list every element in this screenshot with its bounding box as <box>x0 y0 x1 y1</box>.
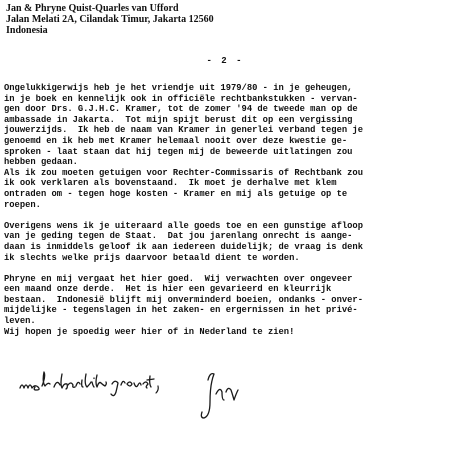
body-line: in je boek en kennelijk ook in officiële rechtbankstukken - vervan- <box>4 93 358 104</box>
signature-name-jan <box>201 374 238 418</box>
letter-body <box>4 83 448 337</box>
body-line: ik ook verklaren als bovenstaand. Ik moet je derhalve met klem <box>4 178 337 189</box>
paragraph-3 <box>4 221 448 263</box>
body-line: bestaan. Indonesië blijft mij onverminderd boeien, ondanks - onver- <box>4 294 363 305</box>
body-line: gen door Drs. G.J.H.C. Kramer, tot de zomer '94 de tweede man op de <box>4 104 358 115</box>
body-line: daan is inmiddels geloof ik aan iedereen duidelijk; de vraag is denk <box>4 241 363 252</box>
page-number: - 2 - <box>206 56 244 66</box>
body-line: Overigens wens ik je uiteraard alle goeds toe en een gunstige afloop <box>4 220 363 231</box>
letterhead <box>6 3 214 36</box>
body-line: mijdelijke - tegenslagen in het zaken- en ergernissen in het privé- <box>4 305 358 316</box>
closing-handwriting <box>20 372 67 390</box>
body-line: Phryne en mij vergaat het hier goed. Wij verwachten over ongeveer <box>4 273 353 284</box>
body-line: ik slechts welke prijs daarvoor betaald dient te worden. <box>4 252 300 263</box>
body-line: een maand onze derde. Het is hier een gevarieerd en kleurrijk <box>4 284 332 295</box>
body-line: ontraden om - tegen hoge kosten - Kramer en mij als getuige op te <box>4 188 348 199</box>
body-line: jouwerzijds. Ik heb de naam van Kramer in generlei verband tegen je <box>4 125 363 136</box>
body-line: sproken - laat staan dat hij tegen mij de beweerde uitlatingen zou <box>4 146 353 157</box>
body-line: Wij hopen je spoedig weer hier of in Nederland te zien! <box>4 326 295 337</box>
body-line: hebben gedaan. <box>4 157 78 168</box>
body-line: Als ik zou moeten getuigen voor Rechter-Commissaris of Rechtbank zou <box>4 167 363 178</box>
handwritten-signature <box>0 370 450 460</box>
body-line: Ongelukkigerwijs heb je het vriendje uit 1979/80 - in je geheugen, <box>4 83 353 93</box>
sender-address: Jalan Melati 2A, Cilandak Timur, Jakarta 12560 <box>6 14 214 25</box>
body-line: genoemd en ik heb met Kramer helemaal nooit over deze kwestie ge- <box>4 135 348 146</box>
body-line: roepen. <box>4 199 41 210</box>
paragraph-4 <box>4 274 448 338</box>
sender-country: Indonesia <box>6 25 48 36</box>
paragraph-2 <box>4 168 448 210</box>
body-line: van je geding tegen de Staat. Dat jou jarenlang onrecht is aange- <box>4 231 353 242</box>
body-line: ambassade in Jakarta. Tot mijn spijt berust dit op een vergissing <box>4 114 353 125</box>
signature-drawing <box>0 370 450 460</box>
paragraph-1 <box>4 83 448 168</box>
body-line: leven. <box>4 316 36 327</box>
sender-name: Jan & Phryne Quist-Quarles van Ufford <box>6 3 179 14</box>
